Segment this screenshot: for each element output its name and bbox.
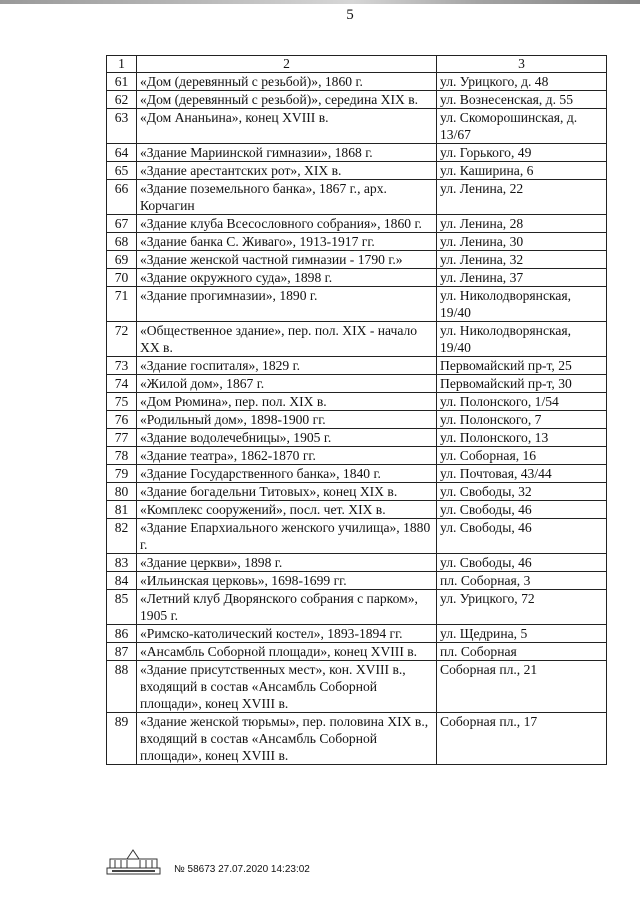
object-address: пл. Соборная — [437, 643, 607, 661]
object-name: «Общественное здание», пер. пол. XIX - начало XX в. — [137, 322, 437, 357]
row-number: 74 — [107, 375, 137, 393]
row-number: 89 — [107, 713, 137, 765]
object-address: ул. Свободы, 46 — [437, 501, 607, 519]
object-name: «Здание прогимназии», 1890 г. — [137, 287, 437, 322]
row-number: 65 — [107, 162, 137, 180]
object-address: Первомайский пр-т, 30 — [437, 375, 607, 393]
row-number: 70 — [107, 269, 137, 287]
object-address: ул. Свободы, 46 — [437, 554, 607, 572]
table-row — [107, 554, 607, 572]
table-row — [107, 180, 607, 215]
object-address: ул. Полонского, 7 — [437, 411, 607, 429]
object-name: «Римско-католический костел», 1893-1894 гг. — [137, 625, 437, 643]
row-number: 67 — [107, 215, 137, 233]
table-row — [107, 519, 607, 554]
object-address: ул. Николодворянская, 19/40 — [437, 322, 607, 357]
object-address: ул. Николодворянская, 19/40 — [437, 287, 607, 322]
row-number: 80 — [107, 483, 137, 501]
table-row — [107, 713, 607, 765]
row-number: 82 — [107, 519, 137, 554]
object-name: «Здание арестантских рот», XIX в. — [137, 162, 437, 180]
object-address: ул. Соборная, 16 — [437, 447, 607, 465]
object-address: ул. Свободы, 46 — [437, 519, 607, 554]
row-number: 88 — [107, 661, 137, 713]
object-address: ул. Горького, 49 — [437, 144, 607, 162]
object-address: ул. Ленина, 28 — [437, 215, 607, 233]
object-address: Соборная пл., 21 — [437, 661, 607, 713]
monuments-table — [106, 55, 607, 765]
object-name: «Здание богадельни Титовых», конец XIX в. — [137, 483, 437, 501]
table-row — [107, 429, 607, 447]
object-name: «Здание Епархиального женского училища», 1880 г. — [137, 519, 437, 554]
row-number: 87 — [107, 643, 137, 661]
table-header-row — [107, 56, 607, 73]
object-address: Соборная пл., 17 — [437, 713, 607, 765]
header-col-name: 2 — [137, 56, 437, 73]
table-row — [107, 375, 607, 393]
row-number: 72 — [107, 322, 137, 357]
table-row — [107, 590, 607, 625]
object-name: «Здание Мариинской гимназии», 1868 г. — [137, 144, 437, 162]
object-name: «Дом (деревянный с резьбой)», середина XIX в. — [137, 91, 437, 109]
object-name: «Здание женской частной гимназии - 1790 г.» — [137, 251, 437, 269]
row-number: 81 — [107, 501, 137, 519]
table-body — [107, 73, 607, 765]
row-number: 62 — [107, 91, 137, 109]
object-name: «Комплекс сооружений», посл. чет. XIX в. — [137, 501, 437, 519]
object-name: «Здание банка С. Живаго», 1913-1917 гг. — [137, 233, 437, 251]
object-name: «Здание Государственного банка», 1840 г. — [137, 465, 437, 483]
object-address: ул. Урицкого, д. 48 — [437, 73, 607, 91]
object-address: ул. Ленина, 32 — [437, 251, 607, 269]
object-name: «Здание женской тюрьмы», пер. половина XIX в., входящий в состав «Ансамбль Соборной площади», конец XVIII в. — [137, 713, 437, 765]
table-row — [107, 501, 607, 519]
row-number: 78 — [107, 447, 137, 465]
row-number: 86 — [107, 625, 137, 643]
object-name: «Дом (деревянный с резьбой)», 1860 г. — [137, 73, 437, 91]
object-address: ул. Ленина, 37 — [437, 269, 607, 287]
row-number: 75 — [107, 393, 137, 411]
table-row — [107, 233, 607, 251]
row-number: 85 — [107, 590, 137, 625]
object-name: «Здание церкви», 1898 г. — [137, 554, 437, 572]
document-id-timestamp: № 58673 27.07.2020 14:23:02 — [174, 864, 310, 875]
object-address: ул. Щедрина, 5 — [437, 625, 607, 643]
page-number: 5 — [346, 7, 354, 23]
table-row — [107, 625, 607, 643]
table-row — [107, 144, 607, 162]
object-address: Первомайский пр-т, 25 — [437, 357, 607, 375]
table-row — [107, 357, 607, 375]
table-row — [107, 572, 607, 590]
object-address: ул. Полонского, 1/54 — [437, 393, 607, 411]
row-number: 68 — [107, 233, 137, 251]
row-number: 71 — [107, 287, 137, 322]
row-number: 84 — [107, 572, 137, 590]
table-row — [107, 661, 607, 713]
table-row — [107, 322, 607, 357]
table-row — [107, 643, 607, 661]
object-address: ул. Ленина, 30 — [437, 233, 607, 251]
table-row — [107, 287, 607, 322]
object-address: ул. Свободы, 32 — [437, 483, 607, 501]
table-row — [107, 73, 607, 91]
object-name: «Летний клуб Дворянского собрания с парком», 1905 г. — [137, 590, 437, 625]
row-number: 66 — [107, 180, 137, 215]
table-row — [107, 447, 607, 465]
row-number: 64 — [107, 144, 137, 162]
object-address: ул. Почтовая, 43/44 — [437, 465, 607, 483]
object-name: «Ильинская церковь», 1698-1699 гг. — [137, 572, 437, 590]
table-row — [107, 109, 607, 144]
table-row — [107, 91, 607, 109]
object-name: «Здание театра», 1862-1870 гг. — [137, 447, 437, 465]
row-number: 63 — [107, 109, 137, 144]
table-row — [107, 269, 607, 287]
object-address: ул. Ленина, 22 — [437, 180, 607, 215]
header-col-number: 1 — [107, 56, 137, 73]
row-number: 79 — [107, 465, 137, 483]
object-name: «Здание клуба Всесословного собрания», 1860 г. — [137, 215, 437, 233]
object-name: «Жилой дом», 1867 г. — [137, 375, 437, 393]
object-address: ул. Урицкого, 72 — [437, 590, 607, 625]
object-name: «Ансамбль Соборной площади», конец XVIII в. — [137, 643, 437, 661]
header-col-address: 3 — [437, 56, 607, 73]
row-number: 77 — [107, 429, 137, 447]
table-row — [107, 215, 607, 233]
object-address: пл. Соборная, 3 — [437, 572, 607, 590]
row-number: 61 — [107, 73, 137, 91]
object-name: «Здание окружного суда», 1898 г. — [137, 269, 437, 287]
object-address: ул. Вознесенская, д. 55 — [437, 91, 607, 109]
object-name: «Дом Ананьина», конец XVIII в. — [137, 109, 437, 144]
table-row — [107, 465, 607, 483]
object-name: «Здание госпиталя», 1829 г. — [137, 357, 437, 375]
table-row — [107, 162, 607, 180]
object-name: «Здание присутственных мест», кон. XVIII в., входящий в состав «Ансамбль Соборной площади», конец XVIII в. — [137, 661, 437, 713]
scan-edge-line — [0, 0, 640, 4]
object-name: «Здание водолечебницы», 1905 г. — [137, 429, 437, 447]
table-row — [107, 251, 607, 269]
row-number: 73 — [107, 357, 137, 375]
object-name: «Родильный дом», 1898-1900 гг. — [137, 411, 437, 429]
document-footer — [106, 848, 506, 878]
table-row — [107, 483, 607, 501]
building-stamp-icon — [106, 848, 161, 876]
object-address: ул. Полонского, 13 — [437, 429, 607, 447]
table-row — [107, 393, 607, 411]
table-row — [107, 411, 607, 429]
object-address: ул. Каширина, 6 — [437, 162, 607, 180]
row-number: 69 — [107, 251, 137, 269]
row-number: 76 — [107, 411, 137, 429]
object-address: ул. Скоморошинская, д. 13/67 — [437, 109, 607, 144]
object-name: «Здание поземельного банка», 1867 г., арх. Корчагин — [137, 180, 437, 215]
object-name: «Дом Рюмина», пер. пол. XIX в. — [137, 393, 437, 411]
row-number: 83 — [107, 554, 137, 572]
